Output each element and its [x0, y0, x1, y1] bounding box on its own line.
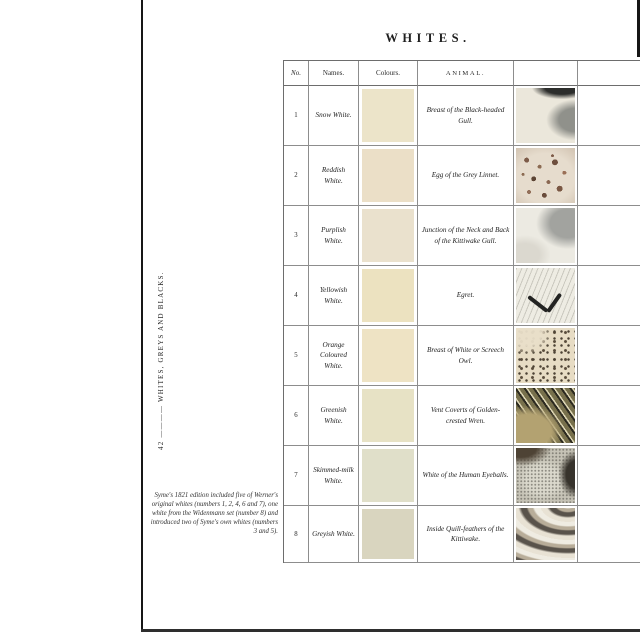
- spare-cell: [578, 326, 640, 386]
- colour-swatch: [362, 509, 414, 559]
- chapter-side-label: 42 ———— WHITES, GREYS AND BLACKS.: [157, 271, 165, 450]
- animal-description: Breast of the Black-headed Gull.: [418, 86, 514, 146]
- animal-image: [516, 388, 575, 443]
- spare-cell: [578, 506, 640, 563]
- colour-swatch: [362, 449, 414, 502]
- table-row: [284, 506, 640, 563]
- colour-name: Reddish White.: [309, 146, 359, 206]
- row-number: 4: [284, 266, 309, 326]
- colour-name: Skimmed-milk White.: [309, 446, 359, 506]
- colour-swatch-cell: [359, 326, 418, 386]
- colour-name: Greenish White.: [309, 386, 359, 446]
- colour-swatch: [362, 329, 414, 382]
- animal-image-cell: [514, 506, 578, 563]
- animal-image: [516, 448, 575, 503]
- table-row: [284, 446, 640, 506]
- row-number: 3: [284, 206, 309, 266]
- animal-image-cell: [514, 266, 578, 326]
- colour-swatch-cell: [359, 86, 418, 146]
- page-bottom-rule: [141, 629, 640, 632]
- animal-description: Inside Quill-feathers of the Kittiwake.: [418, 506, 514, 563]
- animal-image-cell: [514, 446, 578, 506]
- colour-swatch-cell: [359, 506, 418, 563]
- page-left-rule: [141, 0, 143, 632]
- colour-name: Yellowish White.: [309, 266, 359, 326]
- colour-swatch-cell: [359, 146, 418, 206]
- footnote-text: Syme's 1821 edition included five of Werner's original whites (numbers 1, 2, 4, 6 and 7), one white from the Widenmann set (number 8) and introduced two of Syme's own whites (numbers 3 and 5).: [150, 492, 278, 535]
- header-no: No.: [284, 61, 309, 86]
- animal-description: Egg of the Grey Linnet.: [418, 146, 514, 206]
- table-row: [284, 266, 640, 326]
- animal-description: White of the Human Eyeballs.: [418, 446, 514, 506]
- colour-swatch: [362, 209, 414, 262]
- header-image-column: [514, 61, 578, 86]
- spare-cell: [578, 86, 640, 146]
- spare-cell: [578, 146, 640, 206]
- animal-image: [516, 508, 575, 560]
- page-title: WHITES.: [385, 31, 471, 45]
- table-row: [284, 386, 640, 446]
- colour-swatch-cell: [359, 386, 418, 446]
- spare-cell: [578, 206, 640, 266]
- animal-image-cell: [514, 146, 578, 206]
- animal-description: Egret.: [418, 266, 514, 326]
- colour-table: [283, 60, 640, 563]
- animal-image-cell: [514, 206, 578, 266]
- animal-image-cell: [514, 326, 578, 386]
- animal-image-cell: [514, 86, 578, 146]
- animal-description: Breast of White or Screech Owl.: [418, 326, 514, 386]
- header-spare-column: [578, 61, 640, 86]
- colour-name: Snow White.: [309, 86, 359, 146]
- colour-swatch: [362, 389, 414, 442]
- animal-description: Vent Coverts of Golden-crested Wren.: [418, 386, 514, 446]
- animal-description: Junction of the Neck and Back of the Kittiwake Gull.: [418, 206, 514, 266]
- table-row: [284, 86, 640, 146]
- header-names: Names.: [309, 61, 359, 86]
- animal-image: [516, 208, 575, 263]
- table-row: [284, 146, 640, 206]
- row-number: 7: [284, 446, 309, 506]
- colour-name: Orange Coloured White.: [309, 326, 359, 386]
- colour-swatch-cell: [359, 266, 418, 326]
- colour-swatch-cell: [359, 446, 418, 506]
- spare-cell: [578, 446, 640, 506]
- table-row: [284, 206, 640, 266]
- colour-name: Purplish White.: [309, 206, 359, 266]
- spare-cell: [578, 266, 640, 326]
- colour-swatch-cell: [359, 206, 418, 266]
- table-header-row: [284, 61, 640, 86]
- row-number: 6: [284, 386, 309, 446]
- row-number: 1: [284, 86, 309, 146]
- animal-image: [516, 88, 575, 143]
- header-animal: ANIMAL.: [418, 61, 514, 86]
- animal-image: [516, 268, 575, 323]
- animal-image-cell: [514, 386, 578, 446]
- row-number: 5: [284, 326, 309, 386]
- animal-image: [516, 148, 575, 203]
- spare-cell: [578, 386, 640, 446]
- animal-image: [516, 328, 575, 383]
- row-number: 2: [284, 146, 309, 206]
- colour-name: Greyish White.: [309, 506, 359, 563]
- row-number: 8: [284, 506, 309, 563]
- table-row: [284, 326, 640, 386]
- colour-swatch: [362, 149, 414, 202]
- colour-swatch: [362, 89, 414, 142]
- header-colours: Colours.: [359, 61, 418, 86]
- colour-swatch: [362, 269, 414, 322]
